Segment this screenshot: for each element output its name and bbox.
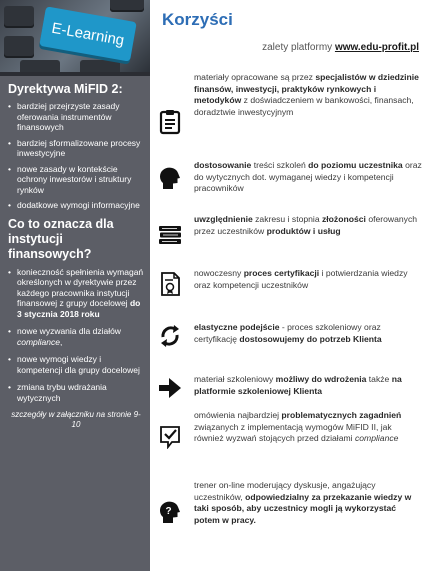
list-item: • nowe wyzwania dla działów compliance, [8,326,144,347]
certificate-icon [156,270,184,298]
website-link[interactable]: www.edu-profit.pl [334,42,419,53]
elearning-hero-image [0,0,150,72]
list-item: • konieczność spełnienia wymagań określonych w dyrektywie przez każdego pracownika instytucji finansowej z grupy docelowej do 3 stycznia 2018 roku [8,267,144,320]
sidebar-heading-implications: Co to oznacza dla instytucji finansowych? [8,216,114,261]
benefit-text: materiały opracowane są przez specjalistów w dziedzinie finansów, inwestycji, praktyków rynkowych i metodyków z doświadczeniem w bankowości, finansach, doradztwie inwestycyjnym [194,72,419,117]
page-title: Korzyści [162,10,233,29]
list-item: • nowe zasady w kontekście ochrony inwestorów i struktury rynków [8,164,144,196]
arrow-right-icon [156,374,184,402]
benefit-text: omówienia najbardziej problematycznych zagadnień związanych z implementacją wymogów MiFID II, jak również wyzwań stojących przed działami compliance [194,410,402,443]
list-item: • dodatkowe wymogi informacyjne [8,200,144,211]
implications-list [8,267,144,404]
list-item: • bardziej sformalizowane procesy inwestycyjne [8,138,144,159]
sidebar-heading-mifid: Dyrektywa MiFID 2: [8,82,123,96]
benefit-text: uwzględnienie zakresu i stopnia złożoności oferowanych przez uczestników produktów i usług [194,214,418,236]
sidebar-content [8,82,144,430]
benefit-text: dostosowanie treści szkoleń do poziomu uczestnika oraz do wytycznych dot. wymaganej wiedzy i kompetencji pracowników [194,160,422,193]
svg-text:?: ? [165,506,172,517]
checkmark-icon [156,422,184,450]
head-icon [156,164,184,192]
appendix-note: szczegóły w załączniku na stronie 9-10 [11,410,141,429]
list-item: • zmiana trybu wdrażania wytycznych [8,382,144,403]
hero-divider [0,72,150,76]
list-item: • bardziej przejrzyste zasady oferowania instrumentów finansowych [8,101,144,133]
benefit-text: materiał szkoleniowy możliwy do wdrożenia także na platformie szkoleniowej Klienta [194,374,402,396]
benefit-text: nowoczesny proces certyfikacji i potwierdzania wiedzy oraz kompetencji uczestników [194,268,408,290]
list-item: • nowe wymogi wiedzy i kompetencji dla grupy docelowej [8,354,144,375]
clipboard-icon [156,108,184,136]
elearning-key: E-Learning [39,6,137,61]
benefit-text: elastyczne podejście - proces szkoleniowy oraz certyfikację dostosowujemy do potrzeb Klienta [194,322,382,344]
question-head-icon [156,498,184,526]
benefit-text: trener on-line moderujący dyskusje, angażujący uczestników, odpowiedzialny za przekazanie wiedzy w taki sposób, aby uczestnicy mogli ją wykorzystać potem w pracy. [194,480,412,525]
books-icon [156,220,184,248]
cycle-icon [156,322,184,350]
page-subtitle: zalety platformy www.edu-profit.pl [262,42,419,53]
mifid-list [8,101,144,211]
